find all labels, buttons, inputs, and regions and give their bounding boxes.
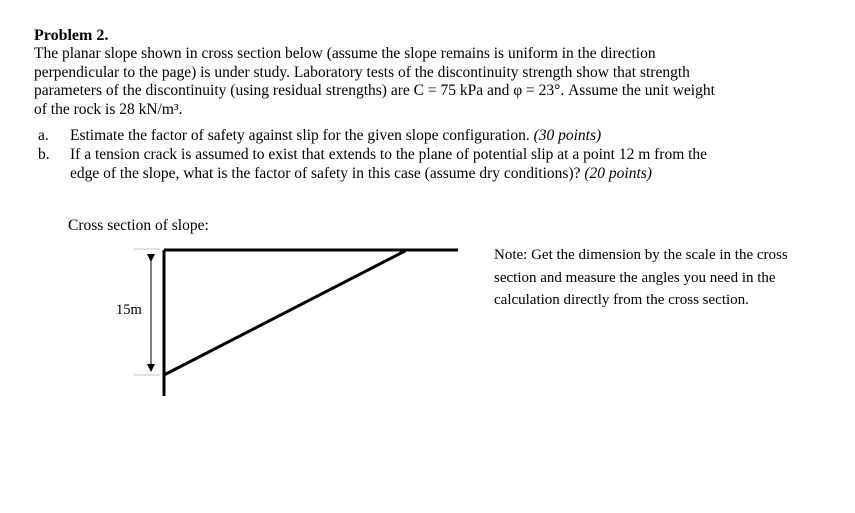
statement-line-3: parameters of the discontinuity (using residual strengths) are C = 75 kPa and φ = 23°. Assume the unit weight xyxy=(34,82,715,99)
part-b-text-line-2: edge of the slope, what is the factor of safety in this case (assume dry conditions)? (20 points) xyxy=(70,164,652,182)
part-b-label: b. xyxy=(38,146,50,163)
figure-caption: Cross section of slope: xyxy=(68,217,209,234)
statement-line-2: perpendicular to the page) is under study. Laboratory tests of the discontinuity strength show that strength xyxy=(34,63,690,81)
statement-line-4: of the rock is 28 kN/m³. xyxy=(34,100,183,118)
part-b-points: (20 points) xyxy=(584,164,652,182)
part-a-label: a. xyxy=(38,127,49,144)
problem-title: Problem 2. xyxy=(34,27,109,44)
part-b-text-line-1: If a tension crack is assumed to exist that extends to the plane of potential slip at a point 12 m from the xyxy=(70,146,708,163)
dimension-label: 15m xyxy=(116,302,142,318)
failure-plane-line xyxy=(164,251,405,375)
part-a-points: (30 points) xyxy=(533,127,602,144)
part-a-text: Estimate the factor of safety against slip for the given slope configuration. (30 points) xyxy=(70,127,602,144)
statement-line-1: The planar slope shown in cross section below (assume the slope remains is uniform in the direction xyxy=(34,45,656,62)
scale-note: Note: Get the dimension by the scale in the cross section and measure the angles you need in the calculation directly from the cross section. xyxy=(494,247,788,308)
